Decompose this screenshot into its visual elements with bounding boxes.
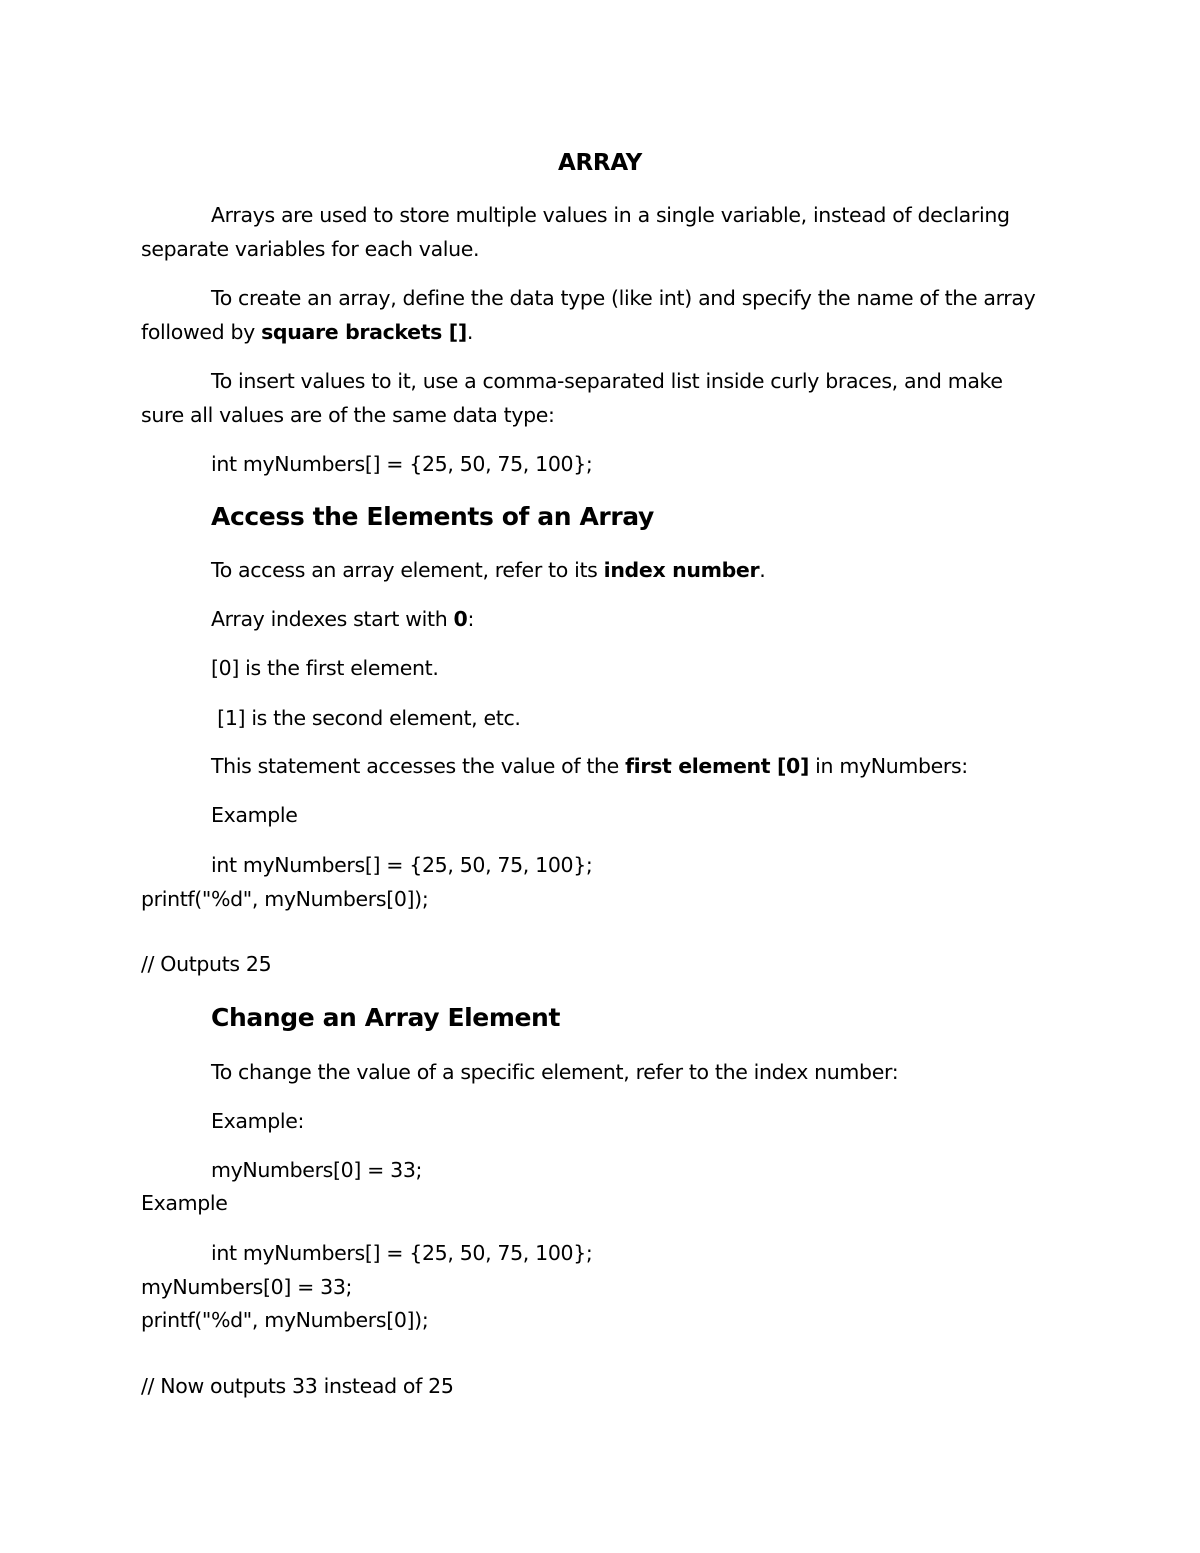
change-paragraph-1: To change the value of a specific element, refer to the index number: xyxy=(211,1060,899,1084)
intro-paragraph-3-line-2: sure all values are of the same data type: xyxy=(141,403,555,427)
intro-paragraph-1-line-2: separate variables for each value. xyxy=(141,237,480,261)
bold-term: first element [0] xyxy=(625,754,809,778)
code-line: printf("%d", myNumbers[0]); xyxy=(141,1308,429,1332)
bold-term: index number xyxy=(603,558,760,582)
code-comment: // Now outputs 33 instead of 25 xyxy=(141,1374,454,1398)
access-paragraph-3: [0] is the first element. xyxy=(211,656,439,680)
intro-paragraph-1-line-1: Arrays are used to store multiple values in a single variable, instead of declaring xyxy=(211,203,1010,227)
section-heading-change: Change an Array Element xyxy=(211,1003,561,1032)
bold-term: 0 xyxy=(453,607,468,631)
example-label: Example xyxy=(211,803,298,827)
code-declaration: int myNumbers[] = {25, 50, 75, 100}; xyxy=(211,452,593,476)
intro-paragraph-2-line-2 xyxy=(141,319,473,345)
code-line: int myNumbers[] = {25, 50, 75, 100}; xyxy=(211,1241,593,1265)
text-span: in myNumbers: xyxy=(809,754,968,778)
access-paragraph-2 xyxy=(211,606,474,632)
code-line: int myNumbers[] = {25, 50, 75, 100}; xyxy=(211,853,593,877)
text-span: To access an array element, refer to its xyxy=(211,558,604,582)
example-label: Example xyxy=(141,1191,228,1215)
text-span: followed by xyxy=(141,320,262,344)
intro-paragraph-3-line-1: To insert values to it, use a comma-separated list inside curly braces, and make xyxy=(211,369,1003,393)
access-paragraph-1 xyxy=(211,557,765,583)
example-label: Example: xyxy=(211,1109,305,1133)
code-line: printf("%d", myNumbers[0]); xyxy=(141,887,429,911)
text-span: Array indexes start with xyxy=(211,607,454,631)
code-comment: // Outputs 25 xyxy=(141,952,272,976)
text-span: This statement accesses the value of the xyxy=(211,754,626,778)
access-paragraph-4: [1] is the second element, etc. xyxy=(211,706,521,730)
text-span: . xyxy=(759,558,766,582)
code-line: myNumbers[0] = 33; xyxy=(211,1158,423,1182)
intro-paragraph-2-line-1: To create an array, define the data type (like int) and specify the name of the array xyxy=(211,286,1036,310)
access-paragraph-5 xyxy=(211,753,968,779)
code-line: myNumbers[0] = 33; xyxy=(141,1275,353,1299)
page-title: ARRAY xyxy=(558,150,642,176)
text-span: . xyxy=(466,320,474,344)
section-heading-access: Access the Elements of an Array xyxy=(211,502,654,531)
bold-term: square brackets [] xyxy=(261,320,467,344)
text-span: : xyxy=(467,607,474,631)
